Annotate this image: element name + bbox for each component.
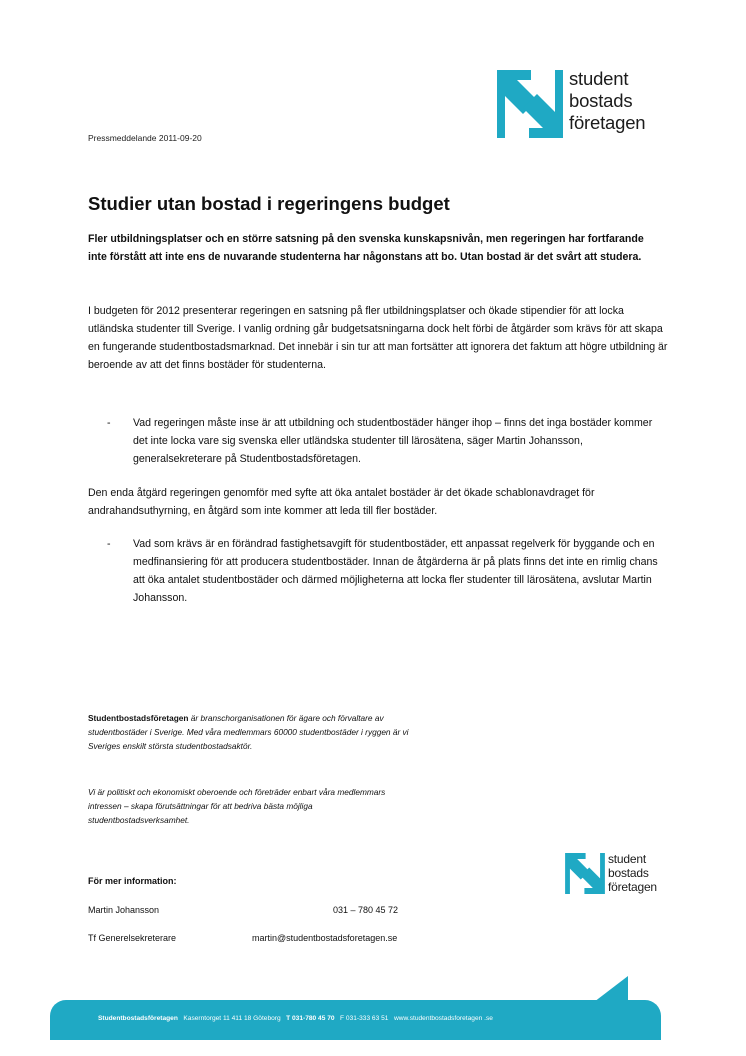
logo-arrow-icon-small [565,853,605,894]
footer-bubble-tail [594,976,630,1002]
about-text-1: är branschorganisationen för ägare och förvaltare av studentbostäder i Sverige. Med våra medlemmars 60000 studentbostäder i ryggen är vi Sveriges enskilt största studentbostadsaktör. [88,713,409,751]
footer-fax: F 031-333 63 51 [340,1015,389,1022]
body-paragraph-2: Den enda åtgärd regeringen genomför med syfte att öka antalet bostäder är det ökade schablonavdraget för andrahandsuthyrning, en åtgärd som inte kommer att leda till fler bostäder. [88,487,595,517]
footer-contact-line [98,1015,493,1022]
about-paragraph-1 [88,711,418,753]
logo-line-3: företagen [569,112,646,133]
press-release-date: Pressmeddelande 2011-09-20 [88,133,202,143]
header-logo [497,70,677,140]
quote-1 [107,414,668,468]
logo-arrow-icon [497,70,563,138]
contact-role: Tf Generelsekreterare [88,933,177,943]
quote-2-text: Vad som krävs är en förändrad fastighetsavgift för studentbostäder, ett anpassat regelverk för byggande och en medfinansiering för att producera studentbostäder. Innan de åtgärderna är på plats finns det inte en rimlig chans att öka antalet studentbostäder och därmed möjligheterna att locka fler studenter till lärosätena, avslutar Martin Johansson. [133,538,658,604]
small-logo-line-3: företagen [608,880,657,894]
page-title: Studier utan bostad i regeringens budget [88,193,450,214]
lead-paragraph: Fler utbildningsplatser och en större satsning på den svenska kunskapsnivån, men regeringen har fortfarande inte förstått att inte ens de nuvarande studenterna har någonstans att bo. Utan bostad är det svårt att studera. [88,233,644,263]
logo-line-2: bostads [569,90,633,111]
quote-1-text: Vad regeringen måste inse är att utbildning och studentbostäder hänger ihop – finns det inga bostäder kommer det inte locka vare sig svenska eller utländska studenter till lärosätena, säger Martin Johansson, generalsekreterare på Studentbostadsföretagen. [133,417,653,465]
footer-phone: T 031-780 45 70 [286,1015,335,1022]
contact-heading: För mer information: [88,876,177,886]
quote-1-dash: - [107,417,111,429]
footer-bar [50,1000,661,1040]
footer-org: Studentbostadsföretagen [98,1015,178,1022]
contact-phone: 031 – 780 45 72 [333,905,399,915]
body-paragraph-1: I budgeten för 2012 presenterar regeringen en satsning på fler utbildningsplatser och ökade stipendier för att locka utländska studenter till Sverige. I vanlig ordning går budgetsatsningarna dock helt förbi de åtgärder som krävs för att skapa en fungerande studentbostadsmarknad. Det innebär i sin tur att man fortsätter att ignorera det faktum att högre utbildning är beroende av att det finns bostäder för studenterna. [88,305,668,371]
quote-2 [107,535,663,607]
footer-logo [565,853,685,897]
footer-address: Kaserntorget 11 411 18 Göteborg [183,1015,281,1022]
contact-email[interactable]: martin@studentbostadsforetagen.se [252,933,398,943]
logo-line-1: student [569,68,629,89]
contact-name: Martin Johansson [88,905,160,915]
about-org-name: Studentbostadsföretagen [88,713,189,723]
about-paragraph-2: Vi är politiskt och ekonomiskt oberoende och företräder enbart våra medlemmars intressen – skapa förutsättningar för att bedriva bästa möjliga studentbostadsverksamhet. [88,787,386,825]
footer-website[interactable]: www.studentbostadsforetagen .se [393,1015,493,1022]
quote-2-dash: - [107,538,111,550]
small-logo-line-1: student [608,852,646,866]
small-logo-line-2: bostads [608,866,649,880]
